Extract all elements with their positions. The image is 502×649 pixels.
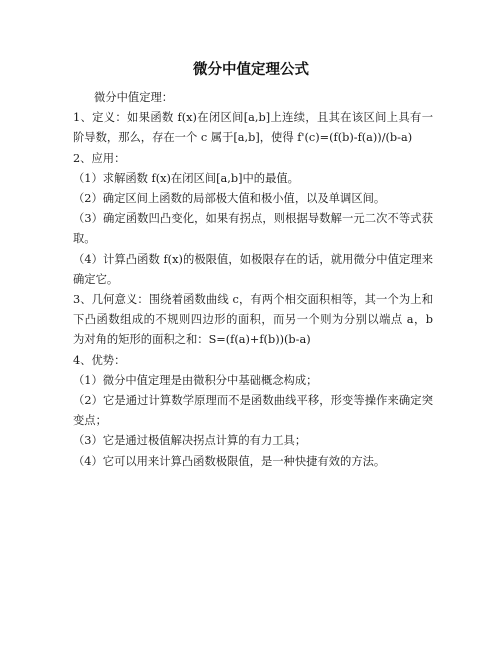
paragraph-advantage-4: （4）它可以用来计算凸函数极限值，是一种快捷有效的方法。 (73, 454, 386, 468)
paragraph-application-3: （3）确定函数凹凸变化，如果有拐点，则根据导数解一元二次不等式获取。 (73, 212, 433, 246)
paragraph-advantage-3: （3）它是通过极值解决拐点计算的有力工具； (73, 434, 307, 448)
paragraph-application-2: （2）确定区间上函数的局部极大值和极小值，以及单调区间。 (73, 192, 386, 206)
paragraph-advantage-1: （1）微分中值定理是由微积分中基础概念构成； (73, 373, 318, 387)
paragraph-geometric-meaning: 3、几何意义：围绕着函数曲线 c，有两个相交面积相等，其一个为上和下凸函数组成的不规则四边形的面积，而另一个则为分别以端点 a，b 为对角的矩形的面积之和：S=(f(a)+f(b))(b-a) (73, 293, 433, 347)
paragraph-applications-heading: 2、应用： (73, 151, 126, 165)
paragraph-definition: 1、定义：如果函数 f(x)在闭区间[a,b]上连续，且其在该区间上具有一阶导数，那么，存在一个 c 属于[a,b]，使得 f'(c)=(f(b)-f(a))/(b-a) (73, 111, 433, 145)
paragraph-application-1: （1）求解函数 f(x)在闭区间[a,b]中的最值。 (73, 171, 299, 185)
paragraph-advantages-heading: 4、优势： (73, 353, 126, 367)
paragraph-intro: 微分中值定理： (94, 91, 174, 104)
paragraph-advantage-2: （2）它是通过计算数学原理而不是函数曲线平移，形变等操作来确定突变点； (73, 394, 433, 428)
document-title: 微分中值定理公式 (193, 62, 309, 78)
paragraph-application-4: （4）计算凸函数 f(x)的极限值，如极限存在的话，就用微分中值定理来确定它。 (73, 252, 433, 286)
document-body (73, 88, 433, 472)
